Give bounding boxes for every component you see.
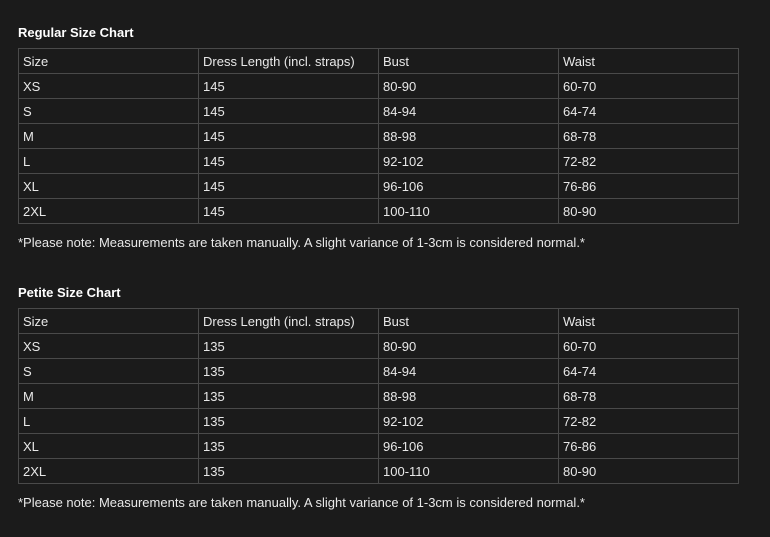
cell-size: M bbox=[19, 124, 199, 149]
table-row bbox=[19, 124, 739, 149]
cell-size: XS bbox=[19, 74, 199, 99]
cell-bust: 100-110 bbox=[379, 199, 559, 224]
table-header-row bbox=[19, 309, 739, 334]
regular-size-chart-section bbox=[18, 24, 739, 252]
cell-size: L bbox=[19, 149, 199, 174]
cell-size: S bbox=[19, 359, 199, 384]
cell-size: M bbox=[19, 384, 199, 409]
table-row bbox=[19, 384, 739, 409]
cell-waist: 72-82 bbox=[559, 409, 739, 434]
cell-waist: 80-90 bbox=[559, 199, 739, 224]
table-header-row bbox=[19, 49, 739, 74]
column-header-size: Size bbox=[19, 309, 199, 334]
regular-size-chart-title: Regular Size Chart bbox=[18, 25, 134, 40]
petite-size-chart-title: Petite Size Chart bbox=[18, 285, 121, 300]
cell-bust: 92-102 bbox=[379, 149, 559, 174]
cell-dress-length: 135 bbox=[199, 334, 379, 359]
cell-dress-length: 145 bbox=[199, 74, 379, 99]
cell-waist: 68-78 bbox=[559, 384, 739, 409]
table-row bbox=[19, 409, 739, 434]
table-row bbox=[19, 359, 739, 384]
cell-size: 2XL bbox=[19, 459, 199, 484]
column-header-dress-length: Dress Length (incl. straps) bbox=[199, 49, 379, 74]
table-row bbox=[19, 174, 739, 199]
cell-bust: 96-106 bbox=[379, 174, 559, 199]
regular-measurement-note: *Please note: Measurements are taken manually. A slight variance of 1-3cm is considered normal.* bbox=[18, 235, 585, 250]
cell-waist: 64-74 bbox=[559, 359, 739, 384]
cell-dress-length: 135 bbox=[199, 384, 379, 409]
cell-bust: 88-98 bbox=[379, 124, 559, 149]
cell-bust: 88-98 bbox=[379, 384, 559, 409]
cell-dress-length: 135 bbox=[199, 434, 379, 459]
column-header-bust: Bust bbox=[379, 309, 559, 334]
cell-waist: 72-82 bbox=[559, 149, 739, 174]
cell-size: S bbox=[19, 99, 199, 124]
cell-size: XL bbox=[19, 434, 199, 459]
cell-dress-length: 145 bbox=[199, 174, 379, 199]
cell-dress-length: 135 bbox=[199, 359, 379, 384]
table-row bbox=[19, 99, 739, 124]
cell-waist: 80-90 bbox=[559, 459, 739, 484]
cell-size: XS bbox=[19, 334, 199, 359]
column-header-bust: Bust bbox=[379, 49, 559, 74]
cell-dress-length: 135 bbox=[199, 409, 379, 434]
cell-dress-length: 145 bbox=[199, 124, 379, 149]
cell-bust: 96-106 bbox=[379, 434, 559, 459]
cell-bust: 100-110 bbox=[379, 459, 559, 484]
petite-measurement-note: *Please note: Measurements are taken manually. A slight variance of 1-3cm is considered normal.* bbox=[18, 495, 585, 510]
cell-waist: 60-70 bbox=[559, 74, 739, 99]
cell-bust: 84-94 bbox=[379, 99, 559, 124]
cell-waist: 64-74 bbox=[559, 99, 739, 124]
cell-dress-length: 145 bbox=[199, 199, 379, 224]
table-row bbox=[19, 334, 739, 359]
petite-size-chart-section bbox=[18, 284, 739, 512]
cell-waist: 76-86 bbox=[559, 174, 739, 199]
cell-dress-length: 135 bbox=[199, 459, 379, 484]
table-row bbox=[19, 199, 739, 224]
column-header-waist: Waist bbox=[559, 49, 739, 74]
cell-bust: 80-90 bbox=[379, 334, 559, 359]
cell-size: 2XL bbox=[19, 199, 199, 224]
cell-waist: 76-86 bbox=[559, 434, 739, 459]
cell-size: XL bbox=[19, 174, 199, 199]
column-header-size: Size bbox=[19, 49, 199, 74]
cell-bust: 92-102 bbox=[379, 409, 559, 434]
regular-size-table bbox=[18, 48, 739, 224]
petite-size-table bbox=[18, 308, 739, 484]
table-row bbox=[19, 74, 739, 99]
cell-dress-length: 145 bbox=[199, 99, 379, 124]
table-row bbox=[19, 149, 739, 174]
cell-waist: 60-70 bbox=[559, 334, 739, 359]
cell-dress-length: 145 bbox=[199, 149, 379, 174]
table-row bbox=[19, 434, 739, 459]
cell-waist: 68-78 bbox=[559, 124, 739, 149]
cell-size: L bbox=[19, 409, 199, 434]
table-row bbox=[19, 459, 739, 484]
column-header-waist: Waist bbox=[559, 309, 739, 334]
cell-bust: 80-90 bbox=[379, 74, 559, 99]
column-header-dress-length: Dress Length (incl. straps) bbox=[199, 309, 379, 334]
cell-bust: 84-94 bbox=[379, 359, 559, 384]
